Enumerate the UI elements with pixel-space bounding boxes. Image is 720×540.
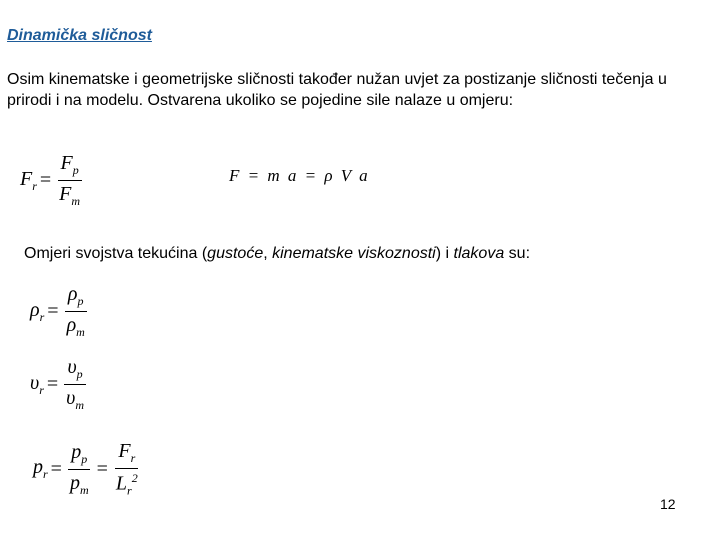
force-ratio-equation: [20, 152, 85, 209]
density-ratio-equation: [30, 283, 90, 340]
density-term: gustoće: [207, 245, 264, 262]
viscosity-ratio-fraction: [63, 356, 87, 413]
pressure-term: tlakova: [453, 245, 505, 262]
slide-title: Dinamička sličnost: [7, 27, 152, 44]
force-ratio-lhs: $F_r$: [20, 167, 37, 193]
equals-sign: =: [47, 300, 59, 322]
fraction-denominator: $\rho_m$: [66, 314, 85, 339]
fraction-denominator: $L_r^2$: [115, 471, 138, 498]
fraction-denominator: $F_m$: [59, 183, 81, 208]
fraction-numerator: $\rho_p$: [65, 283, 87, 312]
equals-sign: =: [39, 169, 52, 191]
pressure-ratio-lhs: $p_r$: [33, 456, 48, 482]
fraction-numerator: $F_r$: [115, 440, 138, 469]
page-number: 12: [660, 496, 676, 512]
ratios-paragraph: Omjeri svojstva tekućina (gustoće, kinematske viskoznosti) i tlakova su:: [24, 245, 531, 262]
pressure-ratio-fraction: [67, 441, 92, 498]
force-length-fraction: [113, 440, 141, 499]
pressure-ratio-equation: [33, 440, 143, 499]
equals-sign: =: [50, 457, 62, 480]
fraction-numerator: $\upsilon_p$: [64, 356, 85, 385]
force-ratio-fraction: [56, 152, 83, 209]
viscosity-ratio-lhs: $\upsilon_r$: [30, 371, 44, 397]
equals-sign: =: [96, 457, 108, 480]
newton-equation: F = m a = ρ V a: [229, 166, 370, 185]
viscosity-term: kinematske viskoznosti: [272, 245, 436, 262]
intro-paragraph: Osim kinematske i geometrijske sličnosti također nužan uvjet za postizanje sličnosti tečenja u prirodi i na modelu. Ostvarena ukoliko se pojedine sile nalaze u omjeru:: [7, 71, 667, 109]
equals-sign: =: [46, 373, 59, 395]
fraction-numerator: $F_p$: [58, 152, 82, 181]
density-ratio-fraction: [64, 283, 88, 340]
fraction-denominator: $p_m$: [69, 471, 89, 497]
fraction-numerator: $p_p$: [68, 441, 90, 470]
fraction-denominator: $\upsilon_m$: [66, 387, 84, 412]
viscosity-ratio-equation: [30, 356, 89, 413]
density-ratio-lhs: $\rho_r$: [30, 298, 45, 324]
